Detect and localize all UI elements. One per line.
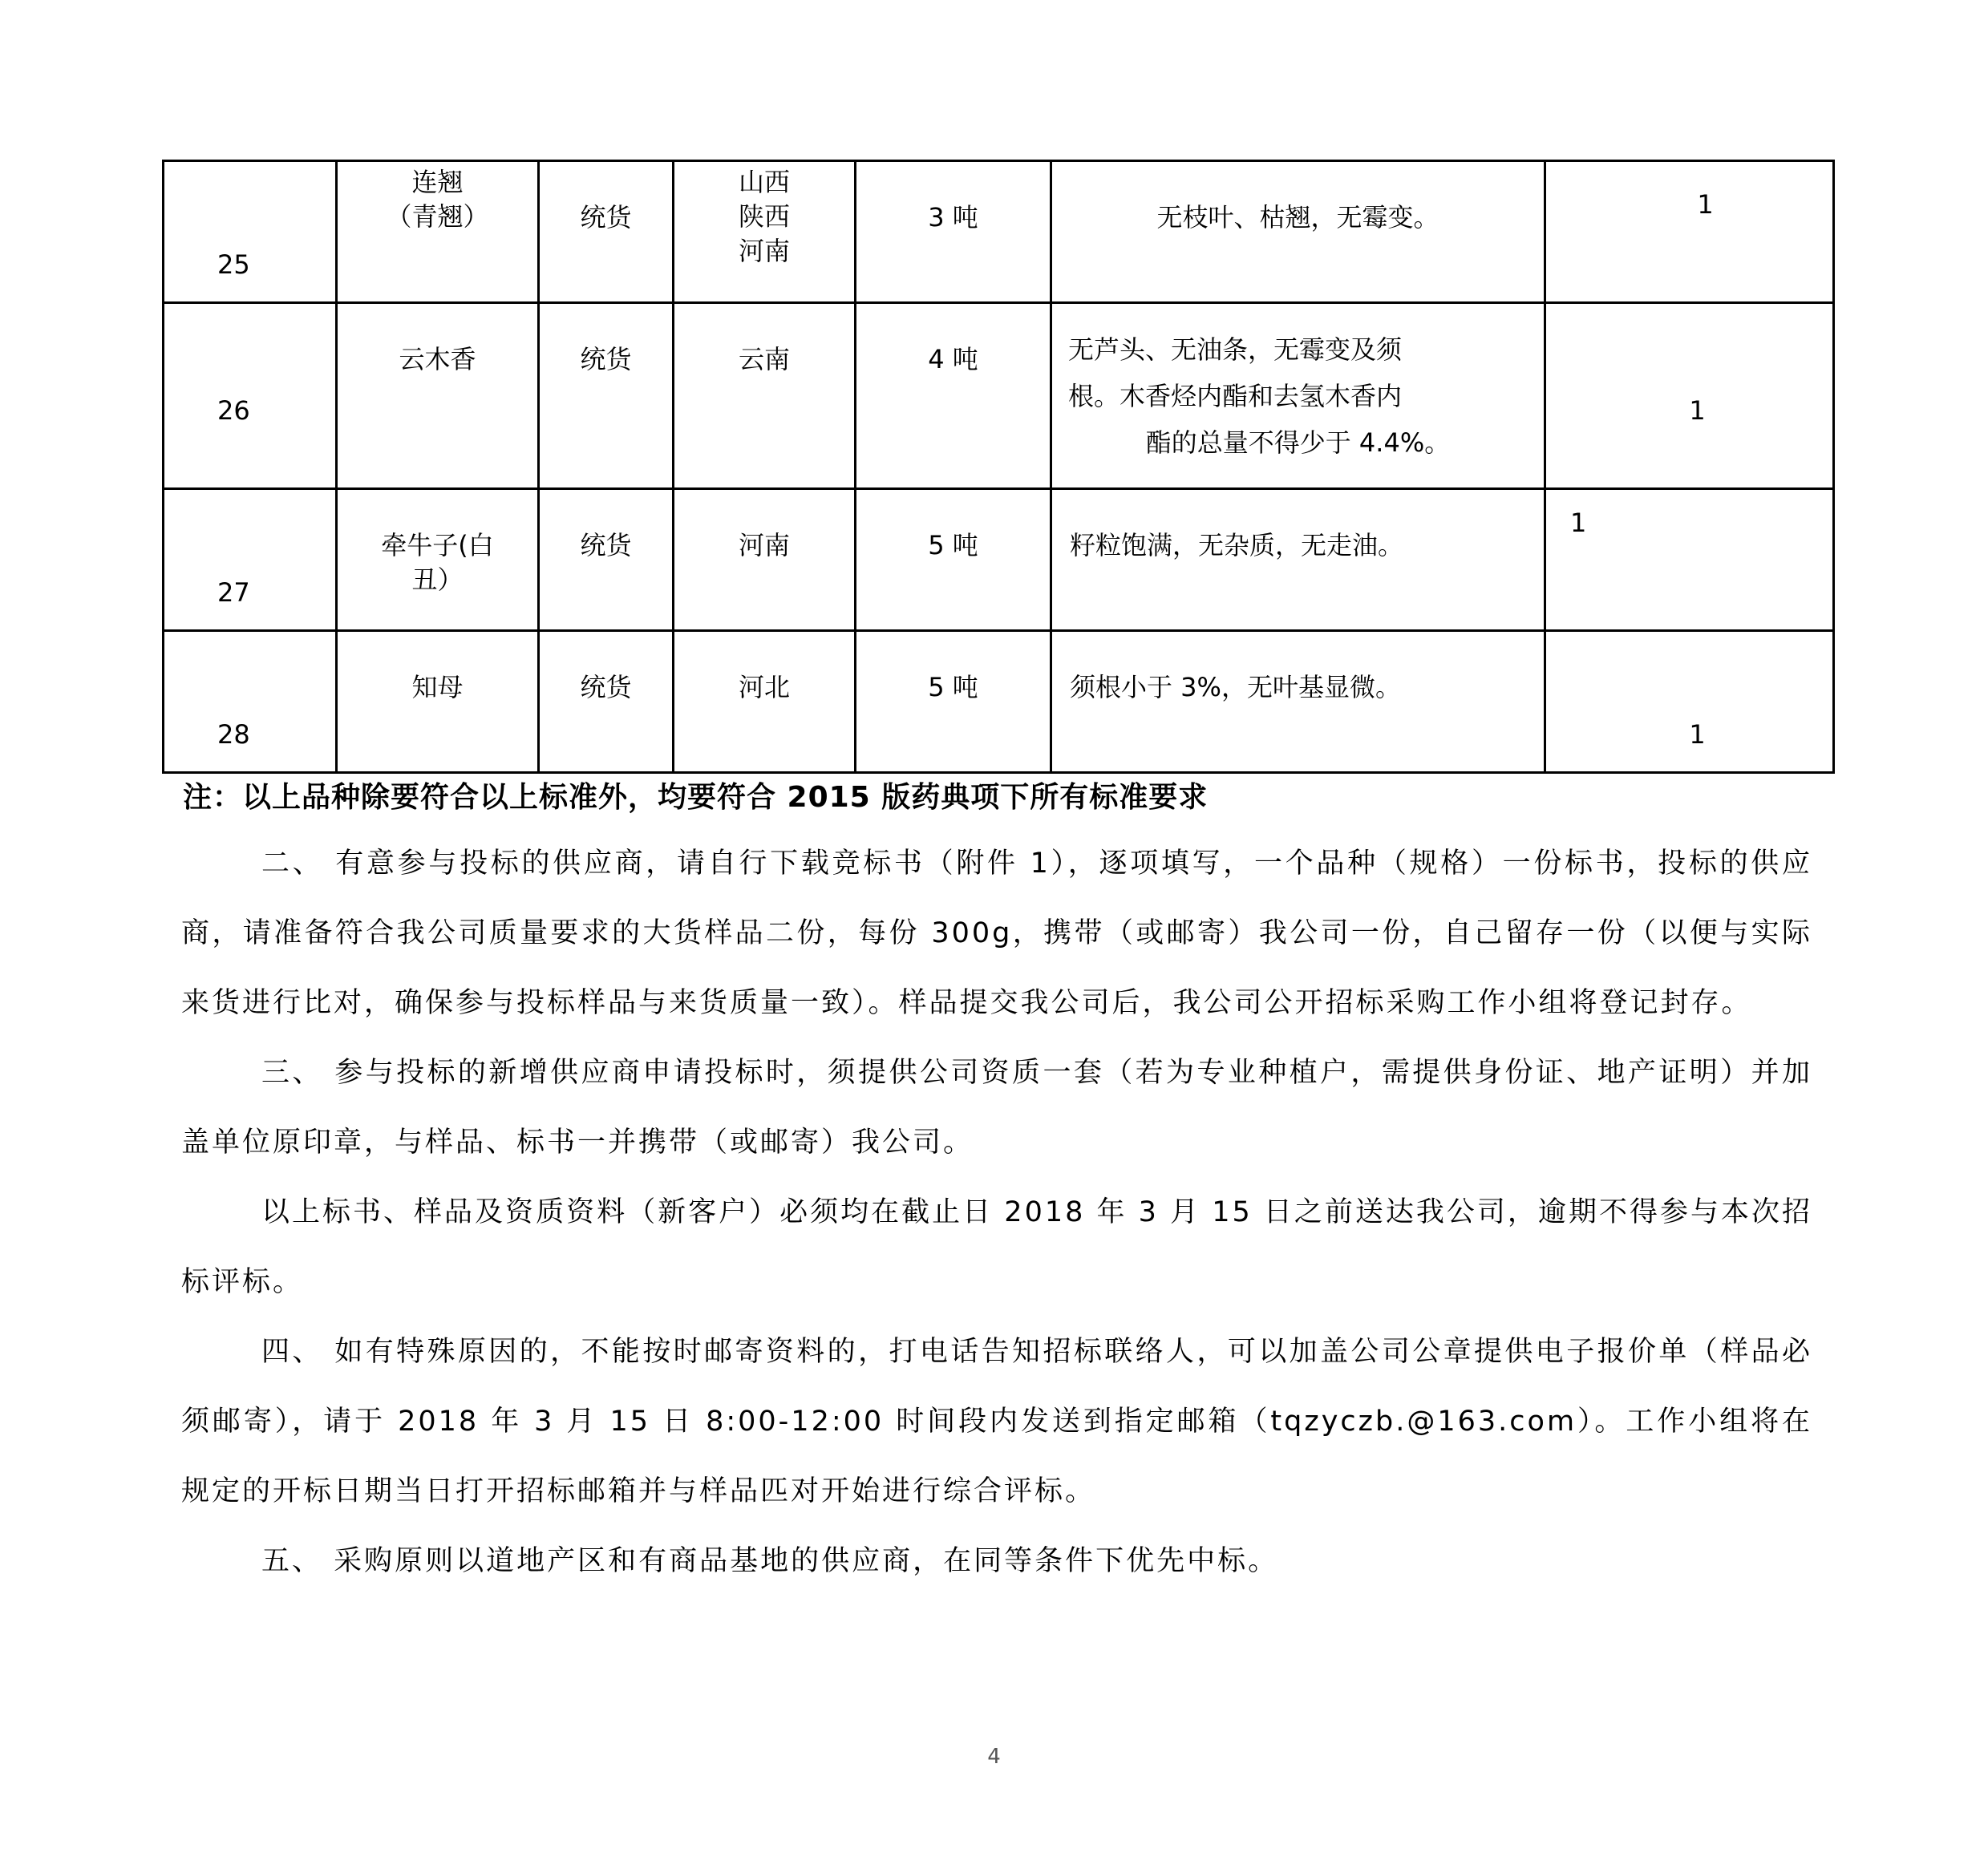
spec: 统货: [580, 530, 632, 560]
count-cell: [1545, 489, 1834, 631]
count-cell: [1545, 631, 1834, 773]
table-note: 注：以上品种除要符合以上标准外，均要符合 2015 版药典项下所有标准要求: [183, 781, 1209, 814]
quantity: 5 吨: [928, 672, 978, 702]
origin-cell: [674, 161, 856, 303]
table-row: [164, 489, 1834, 631]
count: 1: [1689, 395, 1706, 426]
count: 1: [1689, 718, 1706, 750]
paragraph-section-4: 四、 如有特殊原因的，不能按时邮寄资料的，打电话告知招标联络人，可以加盖公司公章提供电子报价单（样品必须邮寄），请于 2018 年 3 月 15 日 8:00-12:00 时间段内发送到指定邮箱（tqzyczb.@163.com）。工作小组将在规定的开标日期当日打开招标邮箱并与样品匹对开始进行综合评标。: [181, 1336, 1812, 1507]
count: 1: [1697, 189, 1714, 220]
quantity-cell: [856, 161, 1051, 303]
origin-cell: [674, 303, 856, 489]
herb-name-cell: [337, 489, 539, 631]
spec-cell: [539, 161, 674, 303]
quantity: 4 吨: [928, 344, 978, 374]
quantity-cell: [856, 631, 1051, 773]
quality-cell: [1051, 489, 1545, 631]
count-cell: [1545, 303, 1834, 489]
quantity-cell: [856, 303, 1051, 489]
quality-cell: [1051, 161, 1545, 303]
table-row: [164, 161, 1834, 303]
herb-name: 知母: [411, 672, 464, 702]
herb-spec-table: [162, 160, 1835, 774]
herb-name-cell: [337, 631, 539, 773]
paragraph-deadline: 以上标书、样品及资质资料（新客户）必须均在截止日 2018 年 3 月 15 日之前送达我公司，逾期不得参与本次招标评标。: [181, 1196, 1812, 1298]
herb-name: 连翘 （青翘）: [386, 167, 489, 233]
herb-name-cell: [337, 303, 539, 489]
origin: 河北: [738, 672, 790, 702]
paragraph-section-2: 二、 有意参与投标的供应商，请自行下载竞标书（附件 1），逐项填写，一个品种（规格）一份标书，投标的供应商，请准备符合我公司质量要求的大货样品二份，每份 300g，携带（或邮寄）我公司一份，自己留存一份（以便与实际来货进行比对，确保参与投标样品与来货质量一致）。样品提交我公司后，我公司公开招标采购工作小组将登记封存。: [181, 848, 1812, 1019]
row-number: 25: [217, 249, 250, 280]
table-row: [164, 303, 1834, 489]
quantity: 5 吨: [928, 530, 978, 560]
quality-cell: [1051, 631, 1545, 773]
spec-cell: [539, 303, 674, 489]
quality-requirement: 无枝叶、枯翘，无霉变。: [1156, 202, 1439, 233]
body-text: [181, 829, 1812, 1596]
quality-line: 根。木香烃内酯和去氢木香内: [1068, 381, 1403, 411]
spec: 统货: [580, 672, 632, 702]
origin: 河南: [738, 530, 790, 560]
herb-name: 云木香: [399, 344, 476, 374]
row-number-cell: [164, 303, 337, 489]
origin-cell: [674, 489, 856, 631]
quality-requirement: [1068, 326, 1528, 466]
origin: 云南: [738, 344, 790, 374]
herb-name: 牵牛子(白 丑）: [381, 530, 494, 595]
quality-requirement: 籽粒饱满，无杂质，无走油。: [1070, 530, 1404, 560]
row-number: 28: [217, 718, 250, 750]
quality-cell: [1051, 303, 1545, 489]
quantity-cell: [856, 489, 1051, 631]
row-number-cell: [164, 489, 337, 631]
paragraph-section-5: 五、 采购原则以道地产区和有商品基地的供应商，在同等条件下优先中标。: [261, 1545, 1279, 1577]
spec: 统货: [580, 344, 632, 374]
spec-cell: [539, 489, 674, 631]
count-cell: [1545, 161, 1834, 303]
page-number: 4: [987, 1745, 1001, 1769]
row-number: 26: [217, 395, 250, 426]
table-row: [164, 631, 1834, 773]
quality-requirement: 须根小于 3%，无叶基显微。: [1070, 672, 1401, 702]
spec: 统货: [580, 202, 632, 233]
herb-name-cell: [337, 161, 539, 303]
row-number: 27: [217, 576, 250, 608]
paragraph-section-3: 三、 参与投标的新增供应商申请投标时，须提供公司资质一套（若为专业种植户，需提供身份证、地产证明）并加盖单位原印章，与样品、标书一并携带（或邮寄）我公司。: [181, 1057, 1812, 1159]
row-number-cell: [164, 631, 337, 773]
quality-line: 无芦头、无油条，无霉变及须: [1068, 334, 1403, 365]
row-number-cell: [164, 161, 337, 303]
origin: 山西 陕西 河南: [738, 167, 790, 266]
origin-cell: [674, 631, 856, 773]
quality-line: 酯的总量不得少于 4.4%。: [1145, 427, 1451, 458]
count: 1: [1570, 508, 1587, 538]
quantity: 3 吨: [928, 202, 978, 233]
spec-cell: [539, 631, 674, 773]
